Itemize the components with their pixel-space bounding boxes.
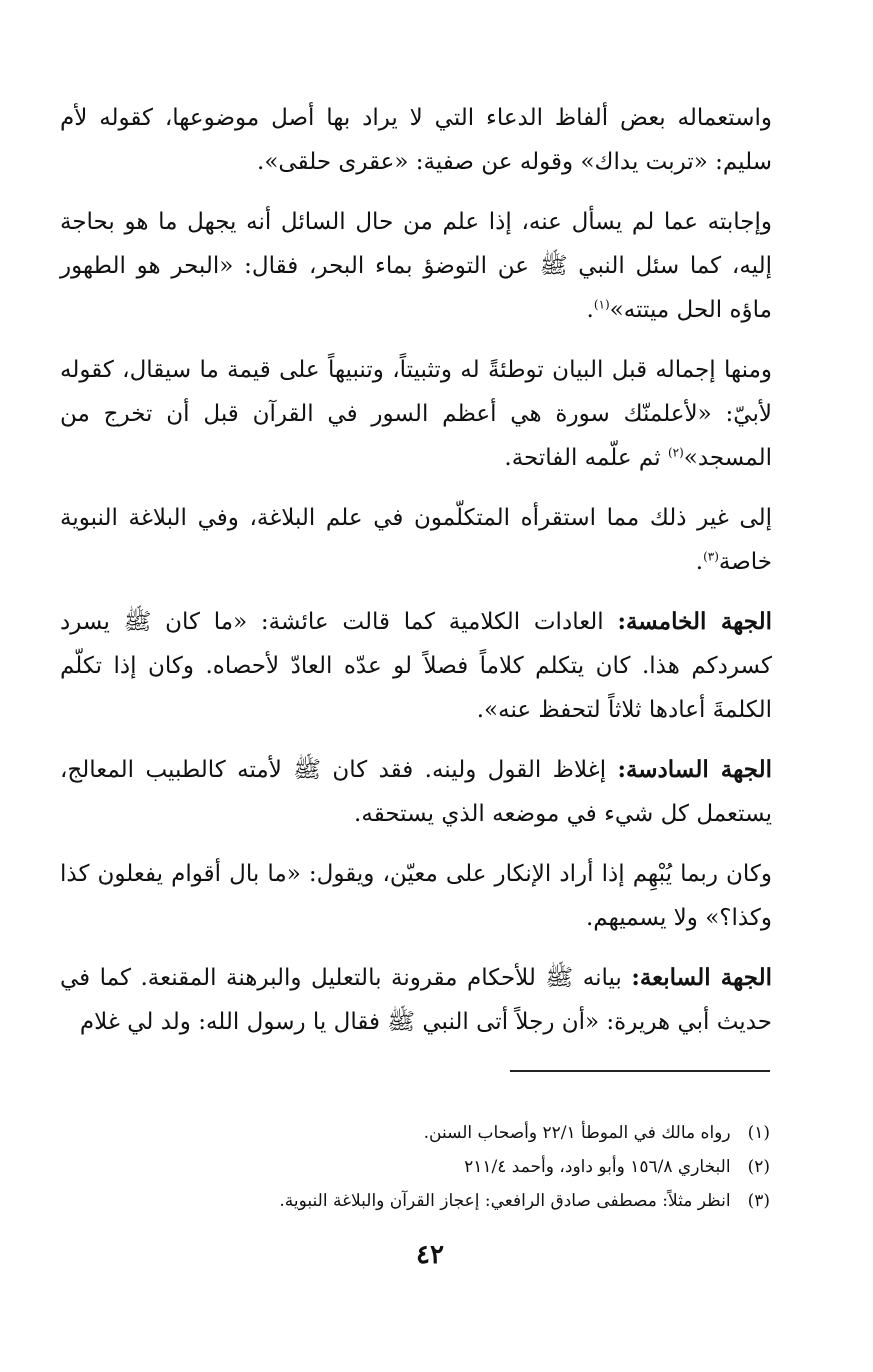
footnote-number: (٣) <box>747 1191 770 1211</box>
paragraph-text: واستعماله بعض ألفاظ الدعاء التي لا يراد بها أصل موضوعها، كقوله لأم سليم: «تربت يداك» وقوله عن صفية: «عقرى حلقى». <box>60 105 772 175</box>
paragraph-3 <box>60 348 772 496</box>
paragraph-text: بيانه ﷺ للأحكام مقرونة بالتعليل والبرهنة المقنعة. كما في حديث أبي هريرة: «أن رجلاً أتى النبي ﷺ فقال يا رسول الله: ولد لي غلام <box>60 965 772 1035</box>
footnote-text: رواه مالك في الموطأ ٢٢/١ وأصحاب السنن. <box>423 1123 731 1143</box>
page-number: ٤٢ <box>416 1240 444 1270</box>
paragraph-6 <box>60 748 772 852</box>
footnote-1 <box>200 1116 770 1150</box>
paragraph-tail: . <box>695 549 704 575</box>
paragraph-text: إغلاظ القول ولينه. فقد كان ﷺ لأمته كالطبيب المعالج، يستعمل كل شيء في موضعه الذي يستحقه. <box>60 757 772 827</box>
footnotes-list <box>200 1116 770 1218</box>
footnote-divider <box>510 1070 770 1072</box>
footnote-ref: (٣) <box>703 549 719 564</box>
paragraph-heading: الجهة السادسة: <box>617 756 772 783</box>
footnote-ref: (٢) <box>667 445 684 460</box>
footnote-2 <box>200 1150 770 1184</box>
footnote-number: (٢) <box>747 1157 770 1177</box>
footnote-text: انظر مثلاً: مصطفى صادق الرافعي: إعجاز القرآن والبلاغة النبوية. <box>279 1191 731 1211</box>
paragraph-heading: الجهة السابعة: <box>631 964 772 991</box>
paragraph-8 <box>60 956 772 1060</box>
main-text <box>60 96 772 1276</box>
paragraph-tail: . <box>586 297 594 323</box>
paragraph-heading: الجهة الخامسة: <box>617 608 772 635</box>
paragraph-text: ومنها إجماله قبل البيان توطئةً له وتثبيتاً، وتنبيهاً على قيمة ما سيقال، كقوله لأبيّ: «لأعلمنّك سورة هي أعظم السور في القرآن قبل أن تخرج من المسجد» <box>60 357 772 471</box>
paragraph-text: وإجابته عما لم يسأل عنه، إذا علم من حال السائل أنه يجهل ما هو بحاجة إليه، كما سئل النبي ﷺ عن التوضؤ بماء البحر، فقال: «البحر هو الطهور ماؤه الحل ميتته» <box>60 209 772 323</box>
paragraph-2 <box>60 200 772 348</box>
paragraph-tail: ثم علّمه الفاتحة. <box>504 445 668 471</box>
paragraph-text: العادات الكلامية كما قالت عائشة: «ما كان ﷺ يسرد كسردكم هذا. كان يتكلم كلاماً فصلاً لو عدّه العادّ لأحصاه. وكان إذا تكلّم الكلمةَ أعادها ثلاثاً لتحفظ عنه». <box>60 609 772 723</box>
paragraph-4 <box>60 496 772 600</box>
paragraph-text: وكان ربما يُبْهِم إذا أراد الإنكار على معيّن، ويقول: «ما بال أقوام يفعلون كذا وكذا؟» ولا يسميهم. <box>60 861 772 931</box>
paragraph-text: إلى غير ذلك مما استقرأه المتكلّمون في علم البلاغة، وفي البلاغة النبوية خاصة <box>60 505 772 575</box>
paragraph-7 <box>60 852 772 956</box>
footnote-3 <box>200 1184 770 1218</box>
footnote-ref: (١) <box>593 297 610 312</box>
paragraph-5 <box>60 600 772 748</box>
footnote-number: (١) <box>747 1123 770 1143</box>
footnote-text: البخاري ١٥٦/٨ وأبو داود، وأحمد ٢١١/٤ <box>464 1157 731 1177</box>
paragraph-1 <box>60 96 772 200</box>
